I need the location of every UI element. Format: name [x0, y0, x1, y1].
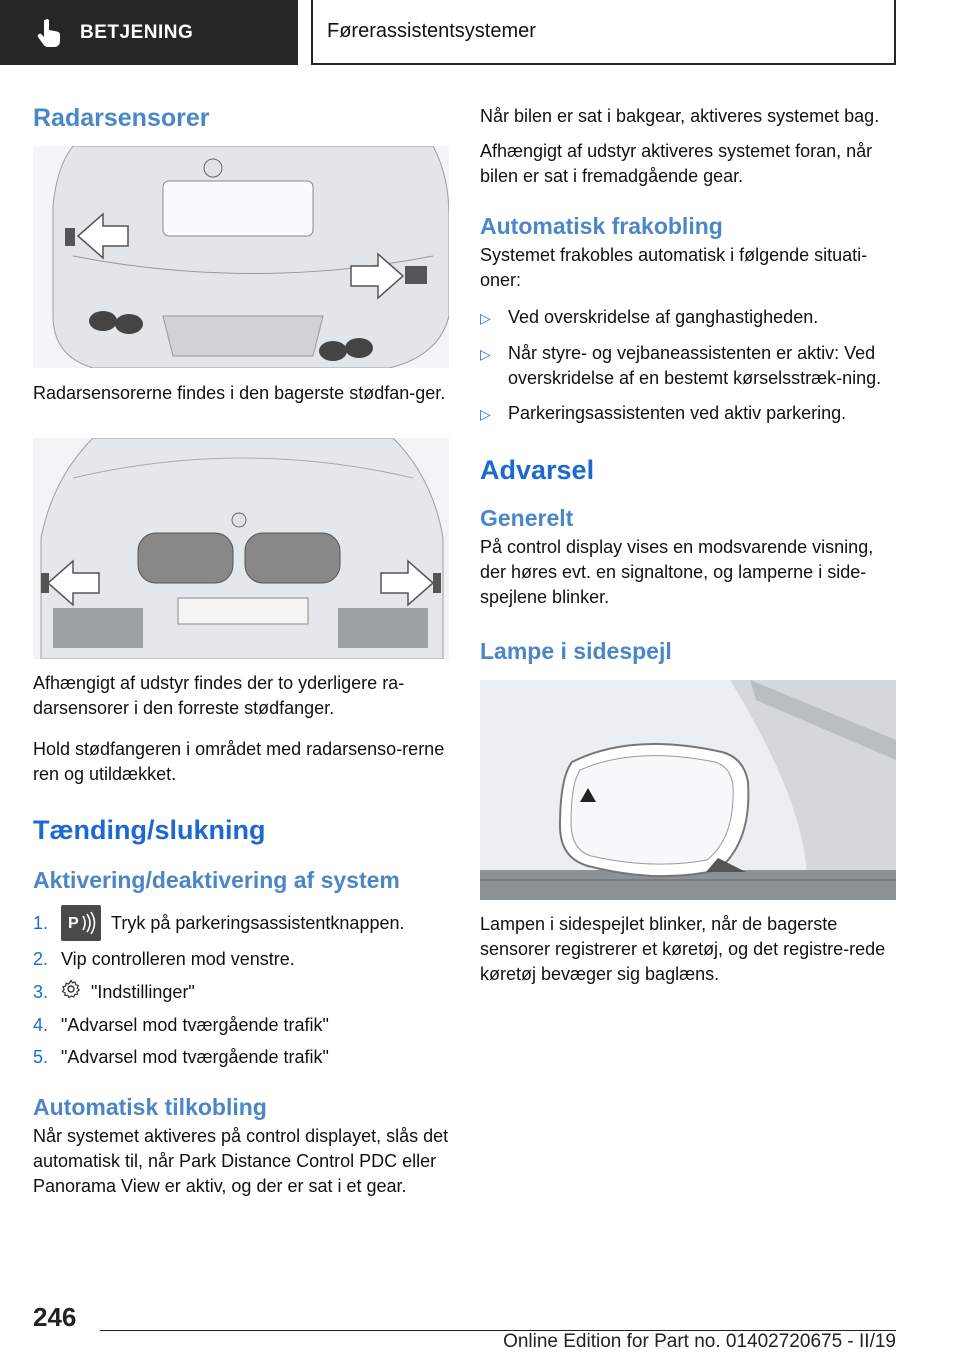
rear-bumper-image	[33, 146, 449, 368]
paragraph-auto-off: Systemet frakobles automatisk i følgende situati-oner:	[480, 245, 868, 290]
heading-auto-on: Automatisk tilkobling	[33, 1094, 267, 1120]
paragraph-mirror-lamp: Lampen i sidespejlet blinker, når de bagerste sensorer registrerer et køretøj, og det registre-rede køretøj bevæger sig baglæns.	[480, 914, 886, 984]
right-column	[480, 100, 896, 987]
heading-general: Generelt	[480, 505, 574, 531]
triangle-bullet-icon: ▷	[480, 406, 491, 422]
heading-mirror-lamp: Lampe i sidespejl	[480, 638, 672, 664]
paragraph-front-sensors: Afhængigt af udstyr findes der to yderligere ra-darsensorer i den forreste stødfanger.	[33, 673, 405, 718]
step-text: "Indstillinger"	[91, 982, 195, 1002]
footer-edition: Online Edition for Part no. 01402720675 - II/19	[503, 1331, 896, 1352]
svg-text:P: P	[68, 915, 79, 932]
step-number: 4.	[33, 1015, 49, 1035]
list-item	[480, 401, 896, 427]
step-text: "Advarsel mod tværgående trafik"	[61, 1047, 329, 1067]
list-item	[480, 305, 896, 331]
auto-off-list	[480, 305, 896, 427]
paragraph-rear-sensors: Radarsensorerne findes i den bagerste stødfan-ger.	[33, 383, 446, 403]
step-text: Vip controlleren mod venstre.	[61, 949, 295, 969]
list-item	[33, 1013, 449, 1038]
list-item	[480, 341, 896, 391]
paragraph-auto-on: Når systemet aktiveres på control displayet, slås det automatisk til, når Park Distance Control PDC eller Panorama View er aktiv, og der er sat i et gear.	[33, 1126, 449, 1196]
hand-pointer-icon	[32, 15, 68, 51]
triangle-bullet-icon: ▷	[480, 310, 491, 326]
gear-icon	[61, 979, 81, 1006]
heading-activation: Aktivering/deaktivering af system	[33, 867, 400, 893]
paragraph-keep-clean: Hold stødfangeren i området med radarsenso-rerne ren og utildækket.	[33, 739, 445, 784]
list-item	[33, 979, 449, 1006]
section-label: BETJENING	[80, 21, 194, 43]
heading-auto-off: Automatisk frakobling	[480, 213, 723, 239]
bullet-text: Ved overskridelse af ganghastigheden.	[508, 307, 819, 327]
heading-radarsensors: Radarsensorer	[33, 104, 210, 132]
page-number: 246	[33, 1302, 77, 1332]
step-number: 3.	[33, 982, 49, 1002]
triangle-bullet-icon: ▷	[480, 346, 491, 362]
step-number: 5.	[33, 1047, 49, 1067]
list-item	[33, 947, 449, 972]
heading-on-off: Tænding/slukning	[33, 815, 266, 845]
side-mirror-image	[480, 680, 896, 900]
parking-assist-button-icon	[61, 905, 101, 941]
step-text: Tryk på parkeringsassistentknappen.	[111, 912, 405, 933]
heading-warning: Advarsel	[480, 455, 595, 485]
list-item	[33, 905, 449, 941]
step-text: "Advarsel mod tværgående trafik"	[61, 1015, 329, 1035]
paragraph-forward: Afhængigt af udstyr aktiveres systemet foran, når bilen er sat i fremadgående gear.	[480, 141, 873, 186]
bullet-text: Når styre- og vejbaneassistenten er aktiv: Ved overskridelse af en bestemt kørselsstræk-ning.	[508, 343, 882, 388]
chapter-title: Førerassistentsystemer	[311, 0, 896, 65]
left-column	[33, 100, 449, 1199]
activation-steps	[33, 905, 449, 1070]
step-number: 1.	[33, 912, 49, 933]
step-number: 2.	[33, 949, 49, 969]
list-item	[33, 1045, 449, 1070]
paragraph-general: På control display vises en modsvarende visning, der høres evt. en signaltone, og lamperne i side-spejlene blinker.	[480, 537, 874, 607]
bullet-text: Parkeringsassistenten ved aktiv parkering.	[508, 403, 847, 423]
front-bumper-image	[33, 438, 449, 659]
paragraph-reverse: Når bilen er sat i bakgear, aktiveres systemet bag.	[480, 106, 880, 126]
header-section-tab	[0, 0, 298, 65]
